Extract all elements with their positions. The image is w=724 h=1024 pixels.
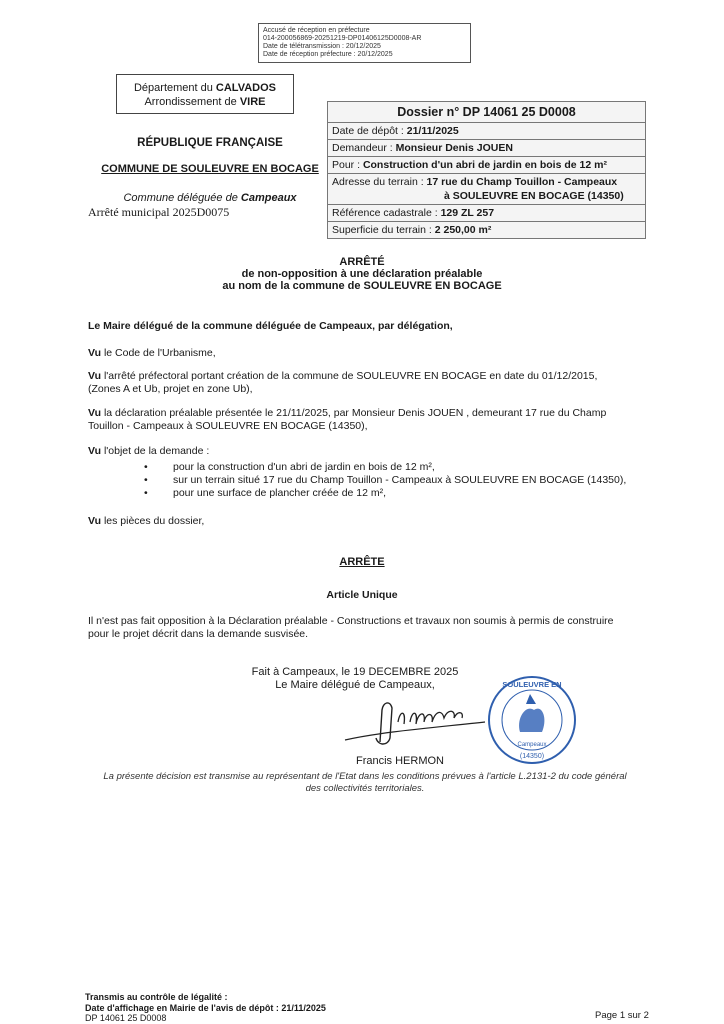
demande-bullet-list [88, 461, 708, 500]
vu-label: Vu [88, 370, 102, 382]
vu-text: les pièces du dossier, [101, 515, 205, 527]
vu-objet-demande [88, 445, 708, 500]
arrete-subtitle-1: de non-opposition à une déclaration préalable [241, 268, 483, 280]
commune-stamp [486, 674, 578, 766]
notice-line-1: La présente décision est transmise au représentant de l'Etat dans les conditions prévues à l'article L.2131-2 du code général [103, 771, 627, 782]
dossier-row-pour [328, 156, 645, 173]
signer-role: Le Maire délégué de Campeaux, [275, 679, 435, 691]
row-value: 129 ZL 257 [440, 207, 495, 219]
dossier-row-demandeur [328, 139, 645, 156]
notice-line-2: des collectivités territoriales. [305, 783, 425, 794]
department-label: Département du [133, 82, 216, 94]
affichage-date: 21/11/2025 [281, 1002, 326, 1013]
vu-text-line [88, 407, 708, 420]
address-line-1 [332, 175, 641, 189]
arrondissement-label: Arrondissement de [144, 96, 240, 108]
arrete-title: ARRÊTÉ [339, 256, 385, 268]
fait-a-line: Fait à Campeaux, le 19 DECEMBRE 2025 [251, 666, 459, 678]
footer-controle-legalite: Transmis au contrôle de légalité : [85, 992, 228, 1002]
row-label: Date de dépôt : [332, 125, 407, 137]
dossier-row-superficie [328, 221, 645, 238]
arrete-subtitle-2: au nom de la commune de SOULEUVRE EN BOCAGE [222, 280, 502, 292]
dossier-row-adresse [328, 173, 645, 204]
row-value: 17 rue du Champ Touillon - Campeaux [426, 176, 618, 188]
vu-text: la déclaration préalable présentée le 21/11/2025, par Monsieur Denis JOUEN , demeurant 17 rue du Champ [101, 407, 607, 419]
svg-text:SOULEUVRE EN: SOULEUVRE EN [502, 680, 562, 689]
vu-label: Vu [88, 407, 102, 419]
signature-place-date [250, 666, 460, 692]
decision-line-2: pour le projet décrit dans la demande susvisée. [88, 628, 309, 640]
receipt-line: Accusé de réception en préfecture [263, 27, 370, 34]
vu-text: l'objet de la demande : [101, 445, 210, 457]
row-value: Monsieur Denis JOUEN [395, 142, 513, 154]
footer-block [85, 992, 326, 1024]
row-value: Construction d'un abri de jardin en bois de 12 m² [362, 159, 607, 171]
receipt-line: Date de réception préfecture : 20/12/2025 [263, 51, 393, 58]
row-label: Superficie du terrain : [332, 224, 435, 236]
row-value: 21/11/2025 [406, 125, 459, 137]
row-label: Demandeur : [332, 142, 396, 154]
decision-text [88, 615, 708, 641]
arrondissement-name: VIRE [239, 96, 266, 108]
vu-label: Vu [88, 347, 102, 359]
vu-text-line [88, 370, 708, 383]
row-value: 2 250,00 m² [434, 224, 492, 236]
dossier-table [327, 101, 646, 239]
arrondissement-line [117, 95, 293, 109]
prefecture-receipt-box [258, 23, 471, 63]
vu-label: Vu [88, 445, 102, 457]
dossier-title: Dossier n° DP 14061 25 D0008 [328, 102, 645, 122]
affichage-label: Date d'affichage en Mairie de l'avis de dépôt : [85, 1002, 282, 1013]
vu-text-line-2: (Zones A et Ub, projet en zone Ub), [88, 383, 253, 395]
vu-declaration [88, 407, 708, 433]
decision-line-1: Il n'est pas fait opposition à la Déclaration préalable - Constructions et travaux non soumis à permis de construire [88, 615, 614, 627]
list-item: • pour une surface de plancher créée de 12 m², [158, 487, 708, 500]
arrete-title-block [0, 256, 724, 292]
article-unique-heading: Article Unique [326, 589, 398, 601]
transmission-notice [60, 771, 670, 795]
maire-statement: Le Maire délégué de la commune déléguée de Campeaux, par délégation, [88, 320, 453, 332]
svg-text:(14350): (14350) [519, 753, 545, 760]
signer-name: Francis HERMON [355, 755, 444, 767]
vu-pieces-dossier [88, 515, 708, 528]
row-label: Pour : [332, 159, 363, 171]
svg-text:Campeaux: Campeaux [517, 742, 547, 748]
vu-code-urbanisme [88, 347, 708, 360]
vu-text-line [88, 445, 708, 458]
vu-label: Vu [88, 515, 102, 527]
receipt-line: 014-200056869-20251219-DP01406125D0008-AR [263, 35, 422, 42]
page-number: Page 1 sur 2 [595, 1010, 649, 1021]
arrete-heading: ARRÊTE [339, 556, 385, 568]
footer-dossier-number: DP 14061 25 D0008 [85, 1013, 167, 1023]
commune-deleguee [95, 192, 325, 204]
deleguee-name: Campeaux [240, 192, 297, 204]
department-line [117, 81, 293, 95]
dossier-row-date [328, 122, 645, 139]
row-label: Référence cadastrale : [332, 207, 441, 219]
dossier-row-cadastre [328, 204, 645, 221]
list-item: • pour la construction d'un abri de jardin en bois de 12 m², [158, 461, 708, 474]
department-box [116, 74, 294, 114]
vu-text: l'arrêté préfectoral portant création de la commune de SOULEUVRE EN BOCAGE en date du 01/12/2015, [101, 370, 598, 382]
receipt-line: Date de télétransmission : 20/12/2025 [263, 43, 381, 50]
vu-text: le Code de l'Urbanisme, [101, 347, 216, 359]
address-line-2: à SOULEUVRE EN BOCAGE (14350) [444, 190, 624, 202]
vu-text-line-2: Touillon - Campeaux à SOULEUVRE EN BOCAGE (14350), [88, 420, 368, 432]
deleguee-label: Commune déléguée de [123, 192, 241, 204]
handwritten-signature [340, 692, 490, 752]
list-item: • sur un terrain situé 17 rue du Champ Touillon - Campeaux à SOULEUVRE EN BOCAGE (14350), [158, 474, 708, 487]
department-name: CALVADOS [215, 82, 277, 94]
row-label: Adresse du terrain : [332, 176, 427, 188]
arrete-municipal-number: Arrêté municipal 2025D0075 [88, 205, 230, 219]
commune-heading: COMMUNE DE SOULEUVRE EN BOCAGE [101, 163, 319, 175]
republique-heading: RÉPUBLIQUE FRANÇAISE [137, 137, 283, 149]
vu-arrete-prefectoral [88, 370, 708, 396]
footer-date-affichage [85, 1003, 326, 1014]
